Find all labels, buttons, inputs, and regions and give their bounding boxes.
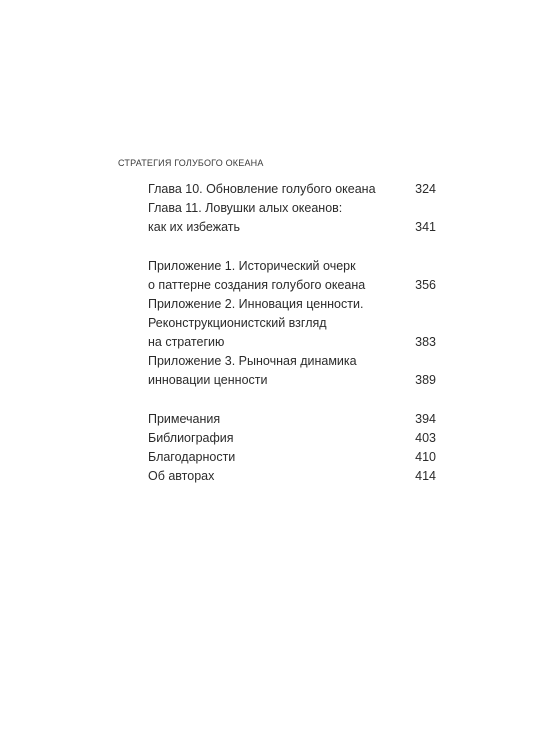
toc-entry-title-continued: на стратегию xyxy=(148,335,225,349)
toc-entry-page: 414 xyxy=(415,469,436,483)
toc-entry-title-continued: о паттерне создания голубого океана xyxy=(148,278,366,292)
toc-entry-title: Приложение 3. Рыночная динамика xyxy=(148,354,357,368)
toc-entry-title: Глава 10. Обновление голубого океана xyxy=(148,182,376,196)
toc-entry-page: 394 xyxy=(415,412,436,426)
toc-entry xyxy=(148,429,436,448)
toc-entry-title: Приложение 2. Инновация ценности. xyxy=(148,297,364,311)
toc-entry-page: 383 xyxy=(415,335,436,349)
toc-entry-page: 403 xyxy=(415,431,436,445)
toc-group-chapters xyxy=(148,180,436,237)
toc-entry-page: 356 xyxy=(415,278,436,292)
toc-entry-page: 389 xyxy=(415,373,436,387)
toc-entry-title-continued: Реконструкционистский взгляд xyxy=(148,316,327,330)
toc-entry-title: Приложение 1. Исторический очерк xyxy=(148,259,356,273)
running-header: СТРАТЕГИЯ ГОЛУБОГО ОКЕАНА xyxy=(118,158,264,168)
toc-entry-title-continued: инновации ценности xyxy=(148,373,268,387)
toc-entry-title: Благодарности xyxy=(148,450,236,464)
toc-group-back-matter xyxy=(148,410,436,486)
toc-entry-title-continued: как их избежать xyxy=(148,220,241,234)
toc-entry-page: 324 xyxy=(415,182,436,196)
toc-entry xyxy=(148,257,436,295)
toc-entry xyxy=(148,467,436,486)
toc-entry xyxy=(148,352,436,390)
toc-entry-title: Об авторах xyxy=(148,469,215,483)
toc-entry xyxy=(148,410,436,429)
toc-entry-page: 341 xyxy=(415,220,436,234)
toc-entry-title: Глава 11. Ловушки алых океанов: xyxy=(148,201,343,215)
toc-entry xyxy=(148,448,436,467)
toc-entry-title: Примечания xyxy=(148,412,221,426)
toc-entry xyxy=(148,295,436,352)
toc-entry xyxy=(148,180,436,199)
toc-entry-title: Библиография xyxy=(148,431,234,445)
table-of-contents xyxy=(148,180,436,486)
toc-entry xyxy=(148,199,436,237)
toc-group-appendices xyxy=(148,257,436,390)
toc-entry-page: 410 xyxy=(415,450,436,464)
